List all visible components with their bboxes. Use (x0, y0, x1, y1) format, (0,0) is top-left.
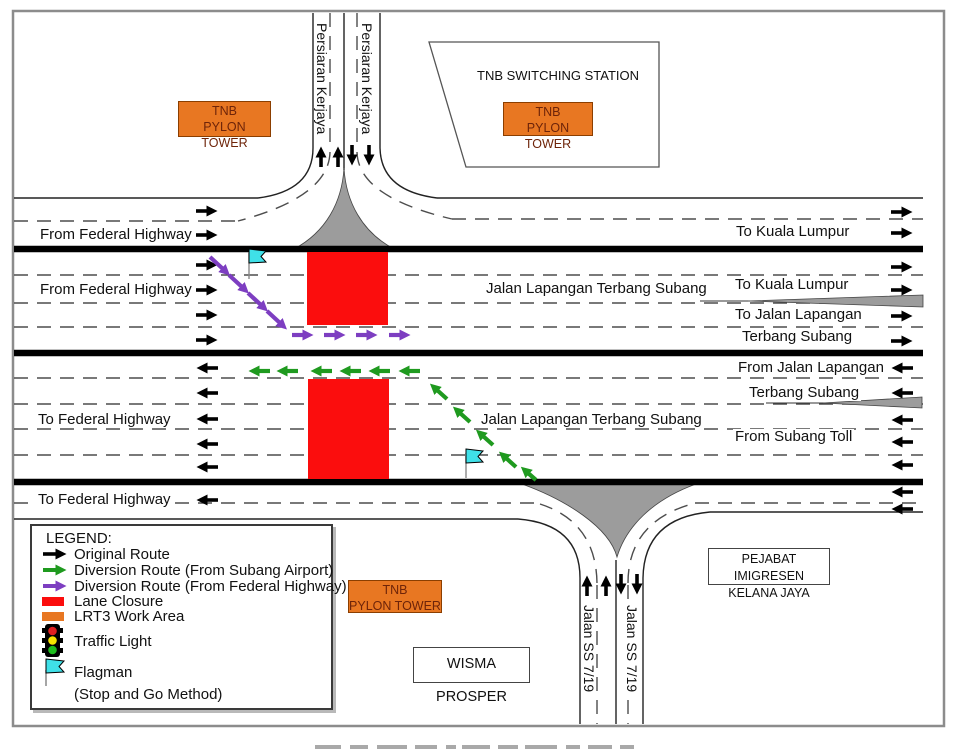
legend-box (30, 524, 347, 710)
legend-item-diversion-federal: Diversion Route (From Federal Highway) (40, 578, 331, 594)
tnb-switching-station-label: TNB SWITCHING STATION (477, 68, 640, 83)
pejabat-imigresen-box: PEJABAT IMIGRESEN KELANA JAYA (708, 548, 830, 585)
green-arrow-icon (42, 564, 74, 576)
road-label-to-jalan-lapangan: To Jalan Lapangan (735, 306, 862, 323)
legend-item-traffic-light: Traffic Light (40, 624, 331, 658)
legend-item-lane-closure: Lane Closure (40, 594, 331, 609)
flagman-lower (466, 449, 483, 478)
road-label-jalan-lapangan-east: Jalan Lapangan Terbang Subang (486, 280, 707, 297)
median-island-top (294, 168, 394, 249)
legend-item-diversion-subang: Diversion Route (From Subang Airport) (40, 562, 331, 578)
road-label-to-federal-highway-1: To Federal Highway (38, 411, 171, 428)
road-label-from-subang-toll: From Subang Toll (735, 428, 853, 445)
flag-icon (42, 657, 74, 687)
lane-closure-upper (307, 252, 388, 325)
road-label-to-kuala-lumpur-2: To Kuala Lumpur (735, 276, 849, 293)
tnb-pylon-tower-box-south: TNB PYLON TOWER (348, 580, 442, 613)
road-label-persiaran-kerjaya-2: Persiaran Kerjaya (359, 23, 375, 135)
road-label-to-federal-highway-2: To Federal Highway (38, 491, 171, 508)
legend-item-flagman: Flagman (40, 658, 331, 686)
road-label-from-jalan-lapangan: From Jalan Lapangan (738, 359, 884, 376)
flag-icon (249, 249, 266, 263)
legend-flagman-sublabel: (Stop and Go Method) (74, 686, 223, 703)
road-label-to-kuala-lumpur-1: To Kuala Lumpur (736, 223, 850, 240)
bottom-junction (518, 484, 710, 724)
road-label-jalan-ss719-2: Jalan SS 7/19 (624, 605, 640, 693)
road-label-from-federal-highway-1: From Federal Highway (40, 226, 192, 243)
black-arrow-icon (42, 548, 74, 560)
work-area-swatch (42, 612, 74, 621)
legend-item-work-area: LRT3 Work Area (40, 609, 331, 624)
tnb-pylon-tower-box-west: TNB PYLON TOWER (178, 101, 271, 137)
lane-closure-swatch (42, 597, 74, 606)
road-label-to-jalan-lapangan-line2: Terbang Subang (742, 328, 853, 345)
wisma-prosper-box: WISMA PROSPER (413, 647, 530, 683)
legend-title: LEGEND: (46, 530, 112, 547)
median-island-bottom (522, 484, 696, 557)
road-label-jalan-lapangan-west: Jalan Lapangan Terbang Subang (481, 411, 702, 428)
flag-icon (466, 449, 483, 463)
tnb-pylon-tower-box-station: TNB PYLON TOWER (503, 102, 593, 136)
cutoff-caption-fragments (315, 745, 634, 749)
road-label-persiaran-kerjaya-1: Persiaran Kerjaya (314, 23, 330, 135)
traffic-light-icon (42, 624, 74, 658)
lane-closure-lower (308, 379, 389, 479)
road-label-from-jalan-lapangan-line2: Terbang Subang (749, 384, 860, 401)
road-label-from-federal-highway-2: From Federal Highway (40, 281, 192, 298)
legend-item-original-route: Original Route (40, 546, 331, 562)
purple-arrow-icon (42, 580, 74, 592)
road-label-jalan-ss719-1: Jalan SS 7/19 (581, 605, 597, 693)
